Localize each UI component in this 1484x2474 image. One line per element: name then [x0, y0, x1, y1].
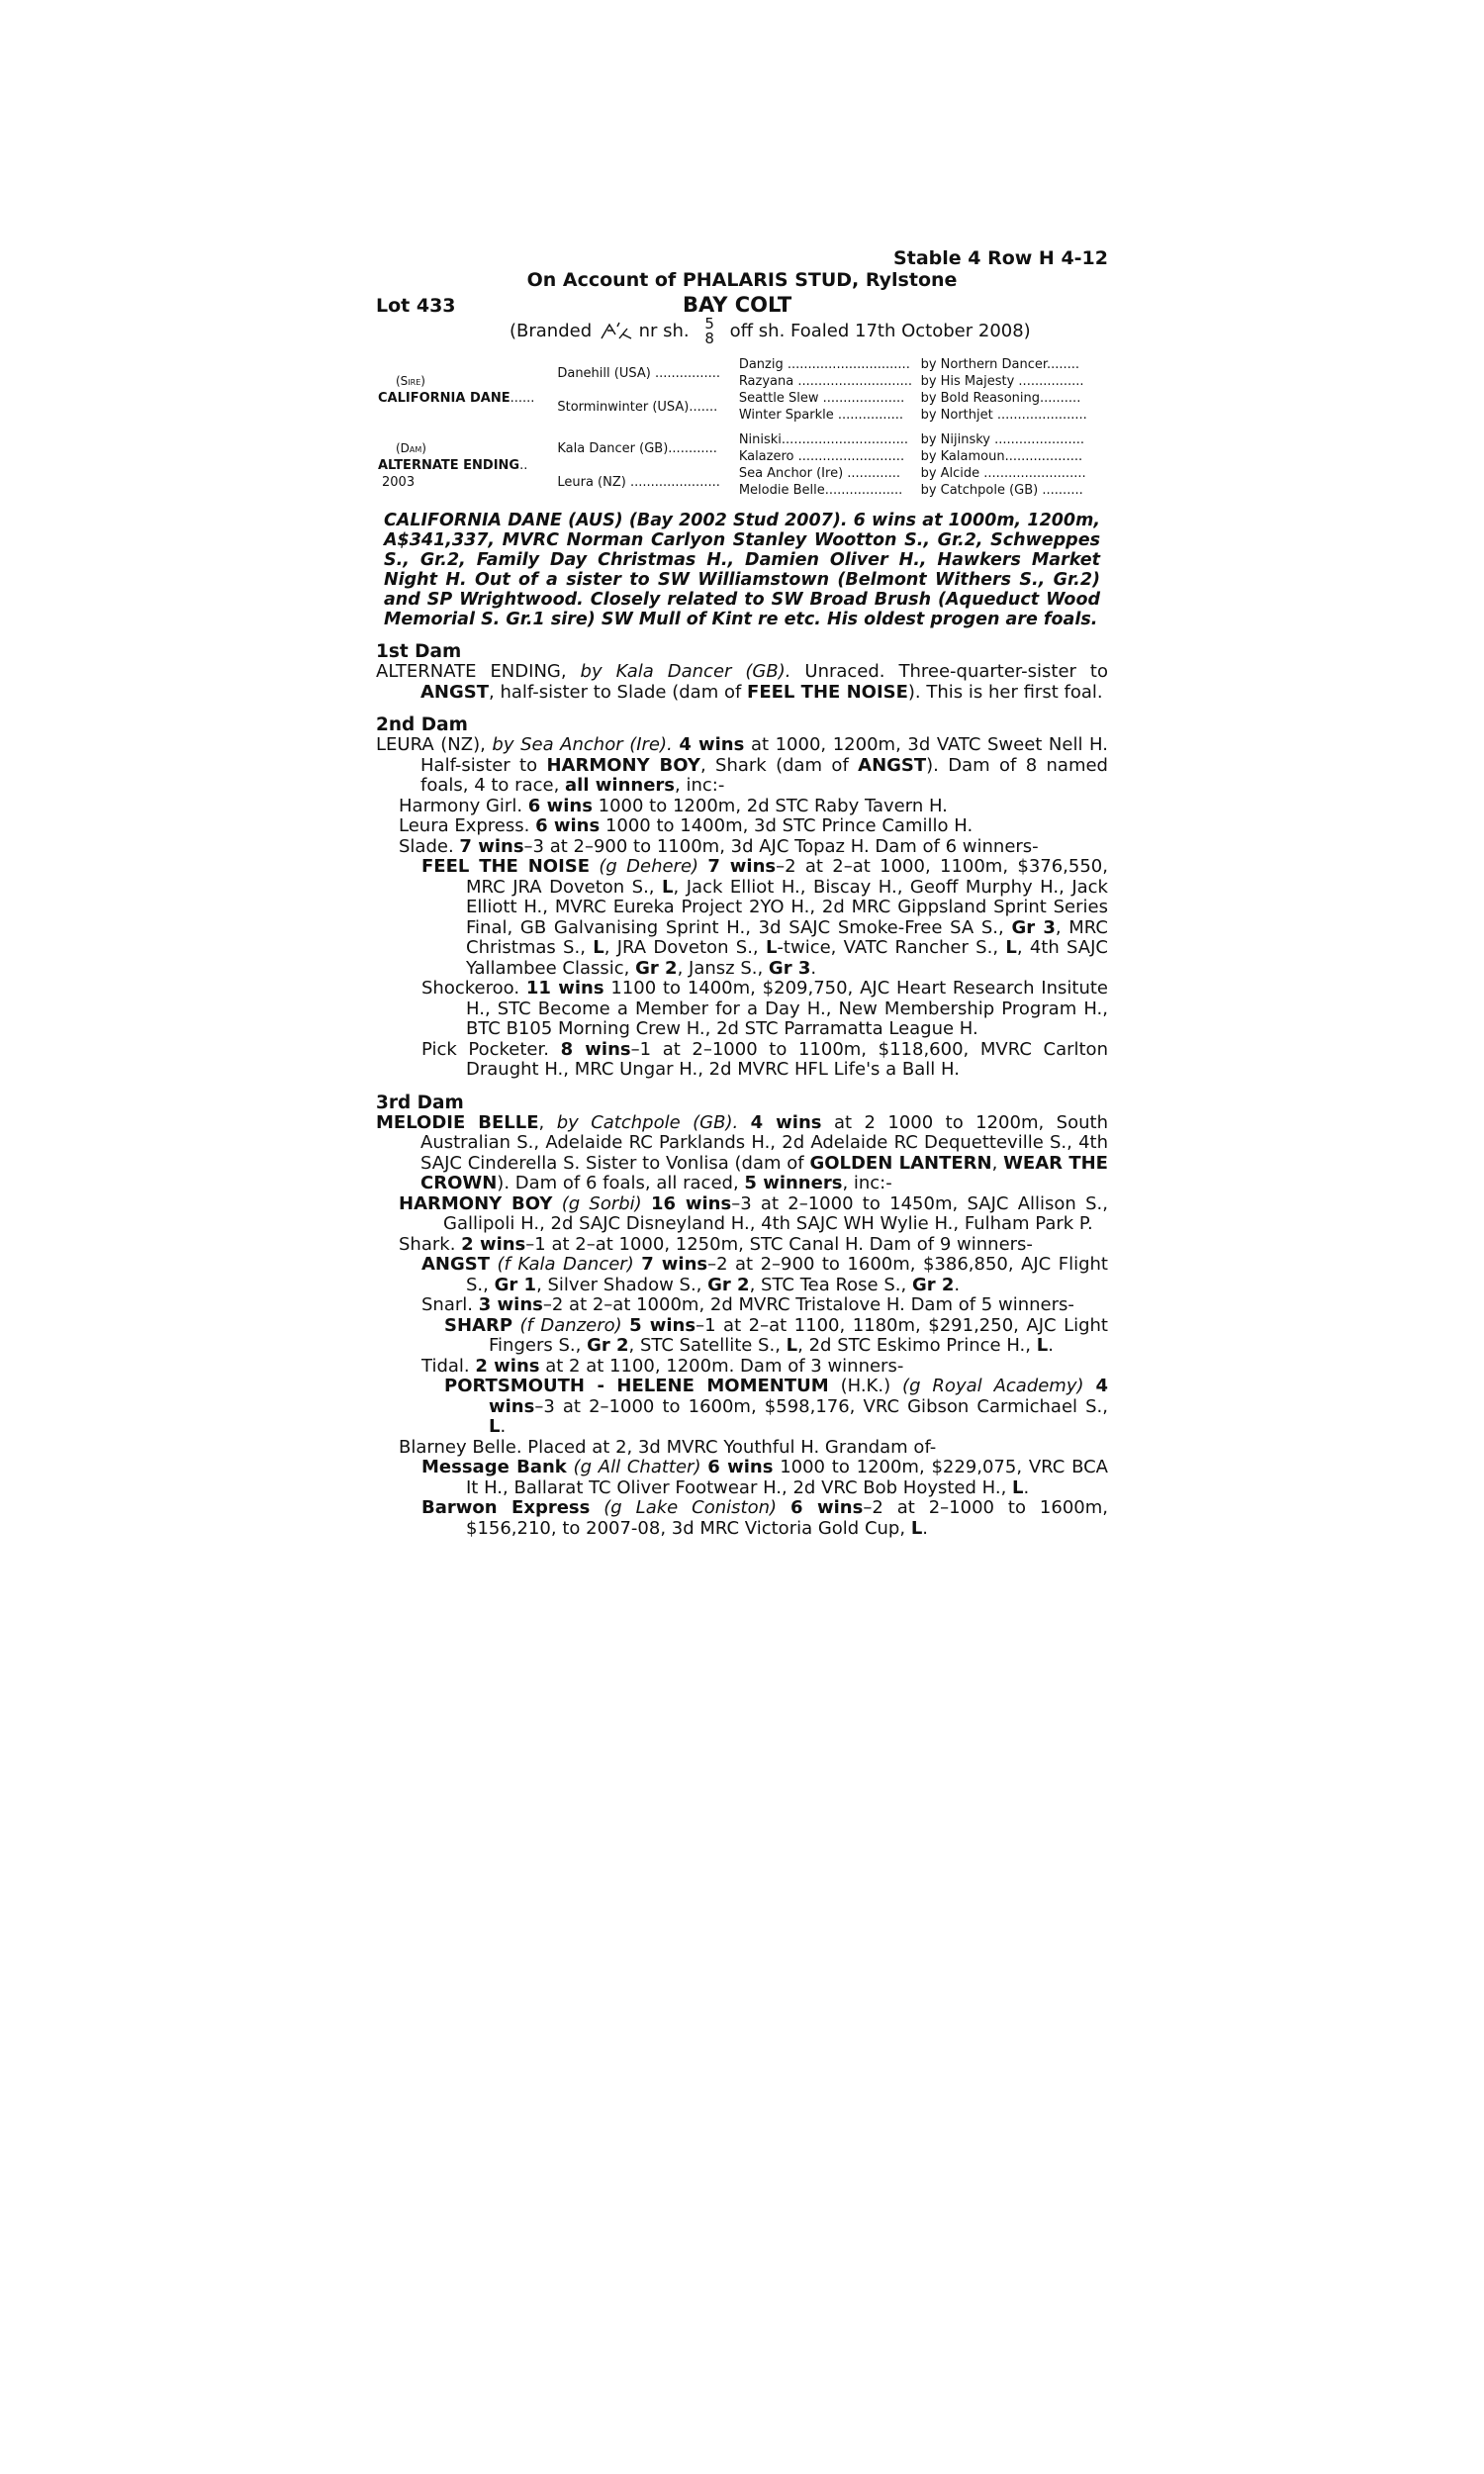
third-dam-heading: 3rd Dam [376, 1092, 464, 1113]
progeny-wins: 3 wins [478, 1294, 543, 1315]
pedigree-gp-text: Kala Dancer (GB) [557, 440, 669, 456]
second-dam-heading: 2nd Dam [376, 714, 468, 735]
progeny-name: Harmony Girl. [399, 795, 523, 816]
pedigree-ggp-text: Niniski [738, 432, 782, 447]
first-dam-highlight: FEEL THE NOISE [747, 681, 908, 703]
race-grade: L [765, 937, 778, 958]
sire-cell: (Sire) CALIFORNIA DANE...... [376, 356, 557, 424]
pedigree-ggp-text: Razyana [738, 374, 794, 389]
race-grade: L [786, 1335, 798, 1356]
progeny-name: FEEL THE NOISE [421, 856, 591, 877]
progeny-wins: 2 wins [461, 1233, 526, 1255]
third-dam-text: at 2 1000 to 1200m, South Australian S., Adelaide RC Parklands H., 2d Adelaide RC Dequetteville S., 4th SAJC Cinderella S. Sister to Vonlisa (dam of [420, 1111, 1108, 1174]
progeny-entry [376, 1498, 1108, 1539]
progeny-entry [376, 1235, 1108, 1256]
dam-year: 2003 [382, 474, 416, 490]
progeny-name: Tidal. [421, 1355, 470, 1377]
third-dam-highlight: GOLDEN LANTERN [809, 1152, 992, 1174]
pedigree-ggp: Winter Sparkle ................ [738, 408, 904, 423]
progeny-record: 1000 to 1400m, 3d STC Prince Camillo H. [604, 815, 974, 836]
progeny-entry [376, 1377, 1108, 1438]
pedigree-table [376, 356, 1108, 499]
lot-number: Lot 433 [376, 295, 456, 317]
race-grade: Gr 3 [1011, 916, 1056, 938]
pedigree-gggp-text: by Northjet [920, 408, 993, 423]
pedigree-gggp: by Nijinsky ...................... [920, 432, 1085, 447]
progeny-sire: (g All Chatter) [573, 1457, 701, 1477]
catalogue-page [376, 247, 1108, 1539]
progeny-sire: (f Danzero) [519, 1314, 622, 1336]
progeny-record: –2 at 2–900 to 1600m, $386,850, AJC Flight S., [466, 1254, 1108, 1295]
race-grade: Gr 2 [635, 957, 678, 979]
brand-prefix: (Branded [510, 321, 593, 341]
first-dam-sire: by Kala Dancer (GB). [580, 661, 791, 682]
third-dam-entry: MELODIE BELLE, by Catchpole (GB). 4 wins at 2 1000 to 1200m, South Australian S., Adelaide RC Parklands H., 2d Adelaide RC Dequetteville S., 4th SAJC Cinderella S. Sister to Vonlisa (dam of GOLDEN LANTERN, WEAR THE CROWN). Dam of 6 foals, all raced, 5 winners, inc:- [376, 1111, 1108, 1193]
race-grade: Gr 2 [911, 1274, 955, 1295]
progeny-entry [376, 837, 1108, 858]
first-dam-heading: 1st Dam [376, 641, 462, 662]
progeny-sire: (g Dehere) [599, 856, 699, 877]
progeny-entry [376, 979, 1108, 1040]
second-dam-highlight: HARMONY BOY [546, 754, 700, 776]
first-dam-text: ). This is her first foal. [907, 681, 1103, 703]
first-dam-text: Unraced. Three-quarter-sister to [804, 661, 1108, 682]
stable-location: Stable 4 Row H 4-12 [893, 247, 1108, 269]
progeny-entry [376, 857, 1108, 979]
first-dam-highlight: ANGST [420, 681, 490, 703]
progeny-record: . [954, 1274, 961, 1295]
vendor-account: On Account of PHALARIS STUD, Rylstone [526, 269, 958, 291]
progeny-wins: 7 wins [459, 835, 524, 857]
second-dam-text: ). Dam of 8 named foals, 4 to race, [420, 754, 1108, 796]
race-grade: L [489, 1416, 501, 1437]
dam-cell: (Dam) ALTERNATE ENDING.. 2003 [376, 431, 557, 499]
progeny-wins: 7 wins [707, 856, 777, 877]
progeny-wins: 7 wins [641, 1254, 708, 1275]
progeny-wins: 5 wins [629, 1314, 696, 1336]
pedigree-gp-text: Danehill (USA) [557, 365, 651, 381]
pedigree-gggp: by Catchpole (GB) .......... [920, 483, 1083, 498]
progeny-country: (H.K.) [840, 1376, 891, 1396]
pedigree-ggp-text: Winter Sparkle [738, 408, 834, 423]
race-grade: Gr 2 [707, 1274, 750, 1295]
pedigree-grandsire-2: Kala Dancer (GB)............ [557, 440, 717, 456]
brand-fraction-bottom: 8 [704, 330, 714, 347]
third-dam-wins: 4 wins [750, 1111, 822, 1133]
progeny-record: 1100 to 1400m, $209,750, AJC Heart Research Insitute H., STC Become a Member for a Day H., New Membership Program H., BTC B105 Morning Crew H., 2d STC Parramatta League H. [466, 978, 1108, 1039]
race-grade: L [593, 937, 604, 958]
progeny-entry [376, 1255, 1108, 1295]
brand-fraction-top: 5 [704, 315, 714, 333]
pedigree-gggp-text: by His Majesty [920, 374, 1015, 389]
progeny-sire: (g Lake Coniston) [603, 1497, 778, 1518]
race-grade: L [1036, 1335, 1049, 1356]
race-grade: L [910, 1517, 923, 1539]
pedigree-gggp: by Alcide ......................... [920, 466, 1086, 481]
brand-nearside: nr sh. [638, 321, 690, 341]
pedigree-ggp: Sea Anchor (Ire) ............. [738, 466, 901, 481]
progeny-record: . [810, 957, 817, 979]
second-dam-text: at 1000, 1200m, 3d VATC Sweet Nell H. Half-sister to [420, 734, 1108, 776]
progeny-name: Snarl. [421, 1294, 473, 1315]
pedigree-gp-text: Leura (NZ) [557, 474, 626, 490]
progeny-record: . [1048, 1335, 1054, 1356]
progeny-name: SHARP [444, 1314, 513, 1336]
progeny-entry [376, 1316, 1108, 1357]
progeny-sire: (f Kala Dancer) [497, 1254, 634, 1275]
dam-name: ALTERNATE ENDING [378, 457, 520, 473]
progeny-name: Shark. [399, 1233, 456, 1255]
first-dam-entry [376, 662, 1108, 703]
progeny-record: , Jansz S., [677, 957, 764, 979]
progeny-name: Barwon Express [421, 1497, 591, 1518]
pedigree-ggp: Razyana ............................ [738, 374, 913, 389]
progeny-record: –2 at 2–at 1000, 1100m, $376,550, MRC JRA Doveton S., [466, 856, 1108, 898]
progeny-wins: 4 wins [489, 1376, 1108, 1417]
progeny-record: , MRC Christmas S., [466, 916, 1108, 958]
progeny-record: 1000 to 1200m, $229,075, VRC BCA It H., Ballarat TC Oliver Footwear H., 2d VRC Bob Hoysted H., [466, 1457, 1108, 1498]
progeny-wins: 6 wins [789, 1497, 864, 1518]
progeny-wins: 11 wins [525, 978, 604, 999]
progeny-name: HARMONY BOY [399, 1192, 553, 1214]
pedigree-ggp-text: Kalazero [738, 449, 794, 464]
race-grade: L [1005, 937, 1017, 958]
brand-offside-foaled: off sh. Foaled 17th October 2008) [729, 321, 1031, 341]
pedigree-ggp: Kalazero .......................... [738, 449, 905, 464]
progeny-name: Slade. [399, 835, 454, 857]
second-dam-text: , inc:- [675, 775, 725, 796]
pedigree-grandsire-1: Danehill (USA) ................ [557, 365, 721, 381]
race-grade: Gr 2 [587, 1335, 629, 1356]
progeny-record: 1000 to 1200m, 2d STC Raby Tavern H. [598, 795, 948, 816]
sire-summary: CALIFORNIA DANE (AUS) (Bay 2002 Stud 2007). 6 wins at 1000m, 1200m, A$341,337, MVRC Norman Carlyon Stanley Wootton S., Gr.2, Schweppes S., Gr.2, Family Day Christmas H., Damien Oliver H., Hawkers Market Night H. Out of a sister to SW Williamstown (Belmont Withers S., Gr.2) and SP Wrightwood. Closely related to SW Broad Brush (Aqueduct Wood Memorial S. Gr.1 sire) SW Mull of Kint re etc. His oldest progen are foals. [384, 511, 1100, 629]
first-dam-name: ALTERNATE ENDING, [376, 661, 567, 682]
progeny-name: ANGST [421, 1254, 491, 1275]
dam-role: (Dam) [396, 440, 426, 455]
progeny-name: PORTSMOUTH - HELENE MOMENTUM [444, 1376, 829, 1396]
progeny-name: Shockeroo. [421, 978, 520, 999]
pedigree-gggp: by Kalamoun................... [920, 449, 1083, 464]
pedigree-gggp-text: by Kalamoun [920, 449, 1005, 464]
progeny-record: , Silver Shadow S., [536, 1274, 702, 1295]
progeny-record: . [922, 1517, 929, 1539]
race-grade: Gr 1 [494, 1274, 537, 1295]
second-dam-name: LEURA (NZ), [376, 734, 486, 755]
progeny-entry [376, 1357, 1108, 1378]
progeny-record: –3 at 2–1000 to 1600m, $598,176, VRC Gibson Carmichael S., [534, 1395, 1108, 1417]
brand-line [510, 317, 1108, 346]
progeny-entry [376, 1458, 1108, 1498]
progeny-record: –3 at 2–1000 to 1450m, SAJC Allison S., Gallipoli H., 2d SAJC Disneyland H., 4th SAJC WH Wylie H., Fulham Park P. [443, 1192, 1108, 1234]
progeny-record: , Jack Elliot H., Biscay H., Geoff Murphy H., Jack Elliott H., MVRC Eureka Project 2YO H., 2d MRC Gippsland Sprint Series Final, GB Galvanising Sprint H., 3d SAJC Smoke-Free SA S., [466, 876, 1108, 938]
third-dam-text: , inc:- [842, 1173, 892, 1193]
progeny-entry [376, 1194, 1108, 1235]
brand-mark-icon [598, 321, 633, 342]
pedigree-gggp: by Northjet ...................... [920, 408, 1087, 423]
second-dam-highlight: all winners [565, 775, 676, 796]
pedigree-ggp: Niniski............................... [738, 432, 909, 447]
progeny-record: , JRA Doveton S., [603, 937, 759, 958]
progeny-entry [376, 797, 1108, 817]
pedigree-ggp: Seattle Slew .................... [738, 391, 905, 406]
race-grade: L [662, 876, 674, 898]
third-dam-sire: by Catchpole (GB). [556, 1111, 739, 1133]
progeny-name: Leura Express. [399, 815, 530, 836]
pedigree-ggp: Danzig .............................. [738, 357, 910, 372]
second-dam-highlight: ANGST [858, 754, 927, 776]
pedigree-row [376, 431, 1108, 448]
pedigree-gggp: by His Majesty ................ [920, 374, 1084, 389]
pedigree-gggp: by Bold Reasoning.......... [920, 391, 1081, 406]
progeny-record: , 4th SAJC Yallambee Classic, [466, 937, 1108, 979]
progeny-record: , 2d STC Eskimo Prince H., [797, 1335, 1032, 1356]
pedigree-ggp-text: Melodie Belle [738, 483, 825, 498]
race-grade: Gr 3 [768, 957, 811, 979]
third-dam-highlight: 5 winners [744, 1173, 843, 1193]
pedigree-row [376, 356, 1108, 373]
third-dam-name: MELODIE BELLE [376, 1111, 539, 1133]
progeny-record: –1 at 2–at 1000, 1250m, STC Canal H. Dam of 9 winners- [525, 1233, 1033, 1255]
progeny-record: -twice, VATC Rancher S., [777, 937, 999, 958]
progeny-entry [376, 1040, 1108, 1081]
pedigree-granddam-2: Leura (NZ) ...................... [557, 474, 720, 490]
progeny-entry [376, 816, 1108, 837]
progeny-record: at 2 at 1100, 1200m. Dam of 3 winners- [545, 1355, 904, 1377]
pedigree-gp-text: Storminwinter (USA) [557, 399, 690, 415]
progeny-record: . [500, 1416, 507, 1437]
lot-row [376, 293, 1108, 317]
progeny-record: –2 at 2–at 1000m, 2d MVRC Tristalove H. Dam of 5 winners- [542, 1294, 1074, 1315]
pedigree-ggp-text: Danzig [738, 357, 784, 372]
second-dam-wins: 4 wins [679, 734, 745, 755]
progeny-sire: (g Royal Academy) [902, 1376, 1084, 1396]
progeny-entry [376, 1438, 1108, 1459]
pedigree-ggp-text: Sea Anchor (Ire) [738, 466, 844, 481]
progeny-wins: 6 wins [535, 815, 601, 836]
progeny-record: –2 at 2–1000 to 1600m, $156,210, to 2007-08, 3d MRC Victoria Gold Cup, [466, 1497, 1108, 1539]
sire-name: CALIFORNIA DANE [378, 391, 510, 406]
brand-fraction [704, 317, 714, 346]
pedigree-spacer [376, 424, 1108, 431]
pedigree-ggp: Melodie Belle................... [738, 483, 903, 498]
race-grade: L [1012, 1476, 1024, 1498]
progeny-name: Message Bank [421, 1457, 567, 1477]
pedigree-gggp-text: by Nijinsky [920, 432, 990, 447]
second-dam-sire: by Sea Anchor (Ire). [492, 734, 673, 755]
pedigree-gggp-text: by Northern Dancer [920, 357, 1047, 372]
pedigree-gggp-text: by Catchpole (GB) [920, 483, 1039, 498]
progeny-wins: 6 wins [707, 1457, 774, 1477]
progeny-wins: 2 wins [475, 1355, 540, 1377]
progeny-record: –1 at 2–at 1100, 1180m, $291,250, AJC Light Fingers S., [489, 1314, 1108, 1356]
pedigree-gggp-text: by Bold Reasoning [920, 391, 1040, 406]
second-dam-text: , Shark (dam of [699, 754, 849, 776]
progeny-wins: 6 wins [527, 795, 593, 816]
progeny-entry [376, 1295, 1108, 1316]
progeny-name: Pick Pocketer. [421, 1038, 549, 1060]
first-dam-text: , half-sister to Slade (dam of [489, 681, 742, 703]
progeny-wins: 8 wins [560, 1038, 631, 1060]
progeny-record: . [1023, 1476, 1030, 1498]
sire-role: (Sire) [396, 374, 425, 388]
progeny-wins: 16 wins [650, 1192, 732, 1214]
pedigree-gggp-text: by Alcide [920, 466, 980, 481]
pedigree-gggp: by Northern Dancer........ [920, 357, 1080, 372]
second-dam-entry [376, 735, 1108, 797]
progeny-sire: (g Sorbi) [561, 1192, 642, 1214]
pedigree-ggp-text: Seattle Slew [738, 391, 819, 406]
progeny-name: Blarney Belle. Placed at 2, 3d MVRC Youthful H. Grandam of- [399, 1436, 937, 1458]
progeny-record: –1 at 2–1000 to 1100m, $118,600, MVRC Carlton Draught H., MRC Ungar H., 2d MVRC HFL Life's a Ball H. [466, 1038, 1108, 1080]
progeny-record: –3 at 2–900 to 1100m, 3d AJC Topaz H. Dam of 6 winners- [523, 835, 1039, 857]
third-dam-text: ). Dam of 6 foals, all raced, [497, 1173, 739, 1193]
pedigree-granddam-1: Storminwinter (USA)....... [557, 399, 718, 415]
progeny-record: , STC Satellite S., [628, 1335, 781, 1356]
progeny-record: , STC Tea Rose S., [749, 1274, 907, 1295]
third-dam-highlight: WEAR THE CROWN [420, 1152, 1108, 1193]
horse-description: BAY COLT [683, 293, 792, 317]
